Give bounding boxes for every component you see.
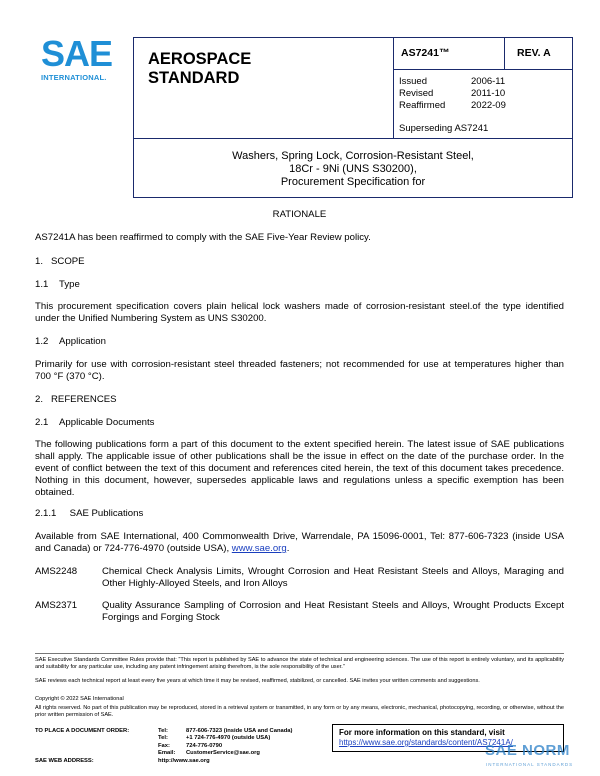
rationale-text: AS7241A has been reaffirmed to comply with the SAE Five-Year Review policy. (35, 232, 371, 243)
superseding-note: Superseding AS7241 (399, 123, 489, 134)
section-2-1-1-heading: 2.1.1 SAE Publications (35, 508, 144, 519)
footer-review-note: SAE reviews each technical report at least every five years at which time it may be revised, reaffirmed, stabilized, or cancelled. SAE invites your written comments and suggestions. (35, 678, 480, 684)
subject-line-3: Procurement Specification for (280, 176, 426, 188)
date-row (399, 88, 506, 100)
subject-line-2: 18Cr - 9Ni (UNS S30200), (289, 163, 417, 175)
sae-website-link[interactable]: www.sae.org (231, 543, 287, 554)
watermark-logo: SAE NORM (485, 742, 570, 759)
document-number: AS7241™ (401, 47, 450, 59)
document-type-title (148, 50, 251, 88)
logo-mark: SAE (41, 33, 113, 74)
contact-row (35, 735, 292, 742)
rationale-heading: RATIONALE (272, 209, 327, 220)
section-1-heading: 1. SCOPE (35, 256, 85, 267)
section-2-1-text: The following publications form a part of this document to the extent specified herein. The latest issue of SAE publications shall apply. The applicable issue of other publications shall be the issue in effect on the date of the purchase order. In the event of conflict between the text of this document and references cited herein, the text of this document takes precedence. Nothing in this document, however, supersedes applicable laws and regulations unless a specific exemption has been obtained. (35, 439, 564, 498)
contact-row (35, 728, 292, 735)
reference-title: Quality Assurance Sampling of Corrosion and Heat Resistant Steels and Alloys, Wrought Products Except Forgings and Forging Stock (102, 600, 564, 623)
date-label: Issued (399, 76, 427, 87)
section-1-2-heading: 1.2 Application (35, 336, 106, 347)
date-label: Reaffirmed (399, 100, 446, 111)
title-line-1: AEROSPACE (148, 50, 252, 68)
web-address-label: SAE WEB ADDRESS: (35, 758, 94, 764)
logo-subtext: INTERNATIONAL. (41, 73, 107, 82)
contact-key: Tel: (158, 735, 168, 742)
section-1-1-text: This procurement specification covers plain helical lock washers made of corrosion-resistant steel.of the type identified under the Unified Numbering System as UNS S30200. (35, 301, 564, 324)
revision-cell (505, 38, 572, 70)
contact-value: +1 724-776-4970 (outside USA) (186, 735, 271, 742)
order-label: TO PLACE A DOCUMENT ORDER: (35, 728, 130, 734)
period: . (286, 543, 290, 554)
standard-link[interactable]: https://www.sae.org/standards/content/AS7241A/ (339, 738, 513, 747)
web-address-value[interactable]: http://www.sae.org (158, 758, 210, 764)
section-2-1-heading: 2.1 Applicable Documents (35, 417, 155, 428)
date-row (399, 76, 506, 88)
section-2-1-1-text (35, 531, 564, 555)
footer-rights: All rights reserved. No part of this publication may be reproduced, stored in a retrieval system or transmitted, in any form or by any means, electronic, mechanical, photocopying, recording, or otherwise, without the prior written permission of SAE. (35, 705, 564, 718)
date-value: 2011-10 (471, 88, 506, 99)
watermark-subtext: INTERNATIONAL STANDARDS (486, 762, 574, 767)
date-label: Revised (399, 88, 434, 99)
contact-value: 877-606-7323 (inside USA and Canada) (186, 728, 293, 734)
subject-cell (134, 138, 572, 199)
contact-key: Tel: (158, 728, 168, 734)
section-1-1-heading: 1.1 Type (35, 279, 80, 290)
title-line-2: STANDARD (148, 69, 240, 87)
reference-title: Chemical Check Analysis Limits, Wrought Corrosion and Heat Resistant Steels and Alloys, Maraging and Other Highly-Alloyed Steels, and Iron Alloys (102, 566, 564, 589)
header-box (133, 37, 573, 198)
date-value: 2022-09 (471, 100, 506, 111)
date-list (399, 76, 506, 112)
date-row (399, 100, 506, 112)
section-1-2-text: Primarily for use with corrosion-resistant steel threaded fasteners; not recommended for use at temperatures higher than 700 °F (370 °C). (35, 359, 564, 382)
subject-line-1: Washers, Spring Lock, Corrosion-Resistant Steel, (232, 150, 474, 162)
contact-row (35, 743, 292, 750)
footer-divider (35, 653, 564, 654)
reference-code: AMS2371 (35, 600, 78, 611)
revision-label: REV. A (517, 47, 551, 59)
footer-disclaimer: SAE Executive Standards Committee Rules provide that: “This report is published by SAE to advance the state of technical and engineering sciences. The use of this report is entirely voluntary, and its applicability and suitability for any particular use, including any patent infringement arising therefrom, is the sole responsibility of the user.” (35, 657, 564, 670)
order-contacts (35, 728, 292, 758)
reference-item (35, 566, 564, 590)
contact-key: Email: (158, 750, 176, 757)
doc-number-cell (393, 38, 505, 70)
contact-key: Fax: (158, 742, 170, 749)
date-value: 2006-11 (471, 76, 506, 87)
contact-row (35, 750, 292, 757)
section-2-heading: 2. REFERENCES (35, 394, 117, 405)
document-subject (134, 150, 572, 189)
reference-code: AMS2248 (35, 566, 78, 577)
more-info-title: For more information on this standard, visit (339, 728, 505, 737)
sae-logo (33, 33, 125, 86)
contact-value: CustomerService@sae.org (186, 750, 260, 757)
reference-item (35, 600, 564, 624)
header-title-cell (134, 38, 394, 138)
availability-text: Available from SAE International, 400 Commonwealth Drive, Warrendale, PA 15096-0001, Tel: 877-606-7323 (inside USA and Canada) or 724-776-4970 (outside USA), (35, 531, 564, 554)
contact-value: 724-776-0790 (186, 742, 223, 749)
footer-copyright: Copyright © 2022 SAE International (35, 696, 124, 702)
